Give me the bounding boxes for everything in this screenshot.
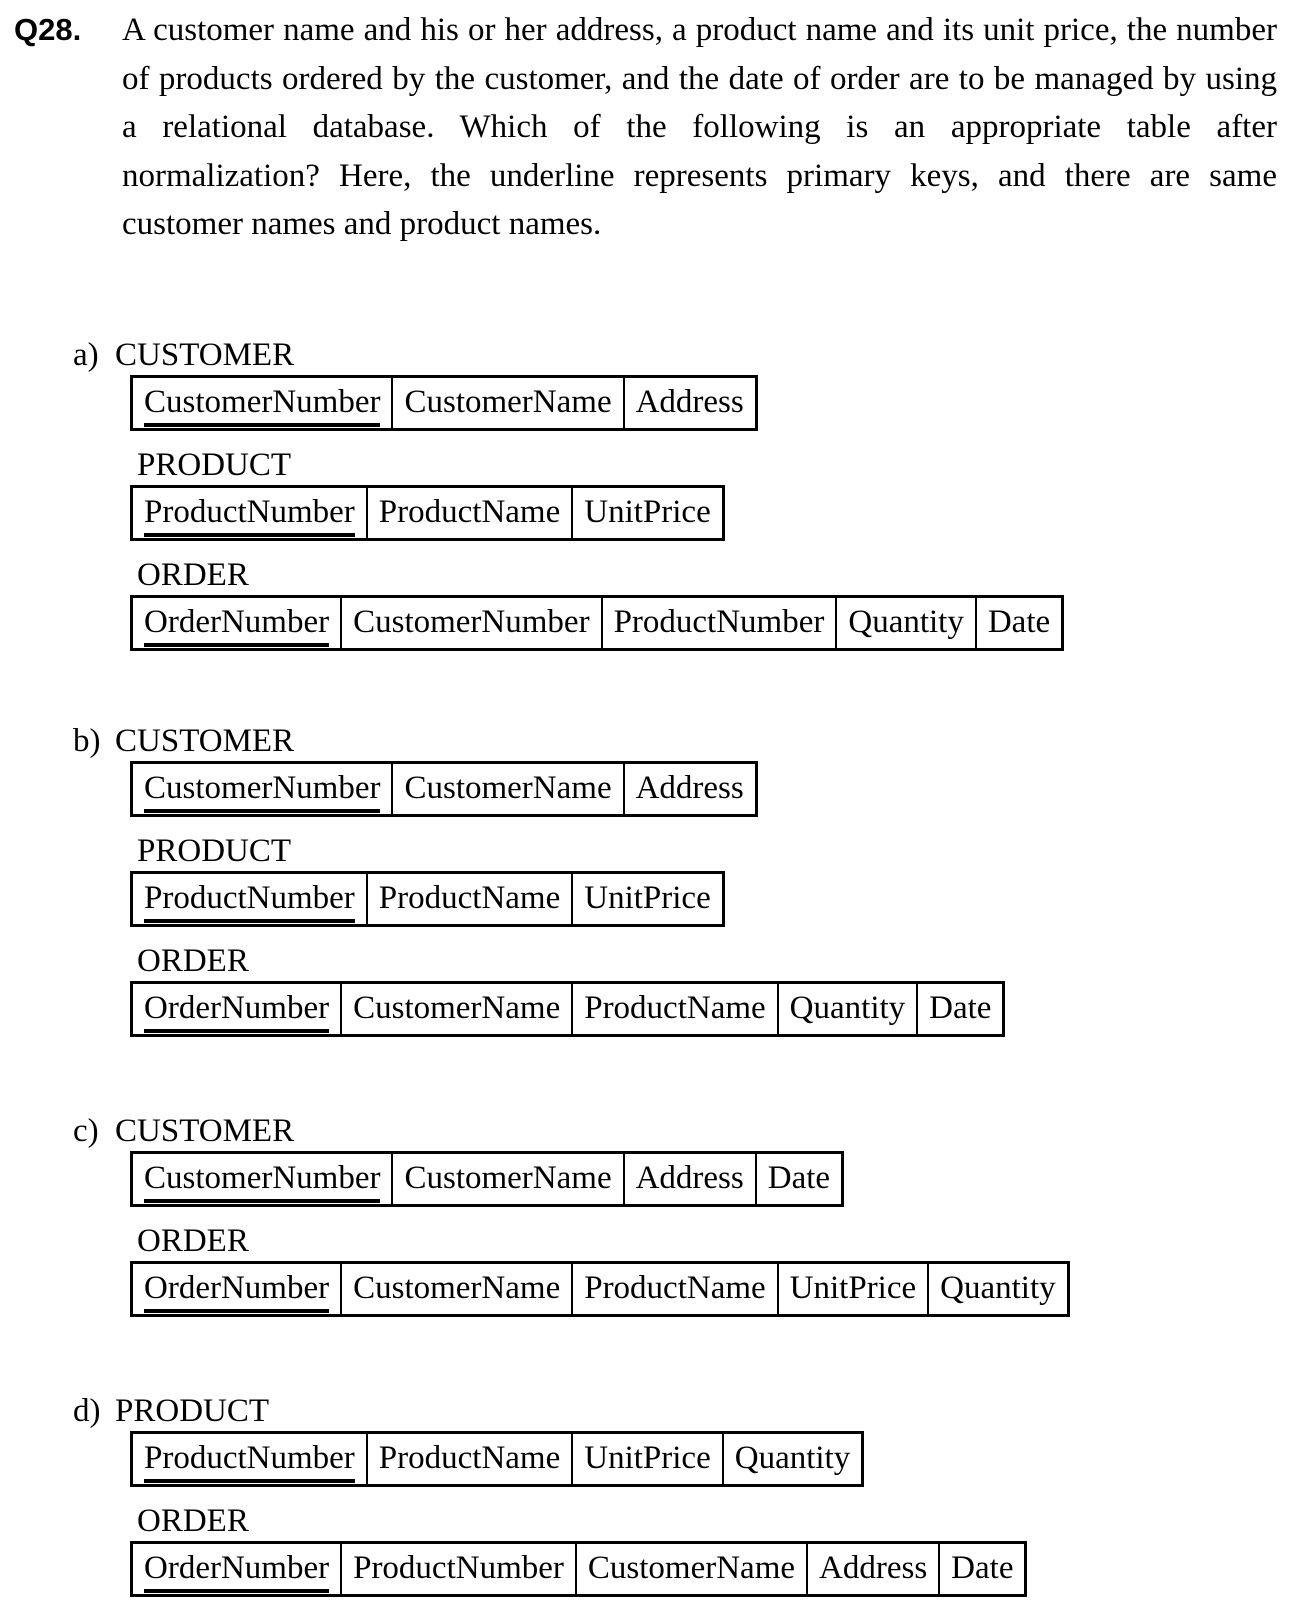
schema-table-customer: [130, 761, 758, 817]
primary-key-column: ProductNumber: [144, 494, 355, 537]
option-letter: c): [73, 1112, 99, 1149]
schema-table-order: [130, 1261, 1070, 1317]
table-name: ORDER: [137, 556, 249, 593]
column-cell: [132, 486, 367, 539]
table-row: [132, 376, 757, 429]
primary-key-column: ProductNumber: [144, 880, 355, 923]
column-cell: CustomerName: [341, 982, 572, 1035]
primary-key-column: ProductNumber: [144, 1440, 355, 1483]
option-a-heading: [73, 337, 1298, 373]
table-row: [132, 1542, 1026, 1595]
column-cell: [132, 872, 367, 925]
column-cell: UnitPrice: [778, 1262, 928, 1315]
column-cell: [132, 1432, 367, 1485]
table-name: CUSTOMER: [115, 722, 295, 759]
table-name: ORDER: [137, 1222, 249, 1259]
column-cell: Date: [939, 1542, 1026, 1595]
column-cell: ProductName: [572, 1262, 777, 1315]
table-name: ORDER: [137, 942, 249, 979]
column-cell: [132, 376, 393, 429]
question-text: [122, 6, 1277, 249]
table-row: [132, 872, 724, 925]
schema-table-product: [130, 1431, 864, 1487]
question-number: Q28.: [14, 12, 82, 47]
column-cell: Address: [624, 1152, 756, 1205]
column-cell: Quantity: [836, 596, 975, 649]
schema-table-order: [130, 595, 1064, 651]
column-cell: ProductName: [367, 486, 572, 539]
column-cell: Quantity: [723, 1432, 863, 1485]
table-row: [132, 762, 757, 815]
column-cell: [132, 1152, 393, 1205]
table-row: [132, 1262, 1069, 1315]
schema-table-product: [130, 871, 725, 927]
table-name: ORDER: [137, 1502, 249, 1539]
column-cell: ProductName: [367, 872, 572, 925]
schema-table-order: [130, 1541, 1027, 1597]
table-row: [132, 596, 1063, 649]
column-cell: Date: [917, 982, 1004, 1035]
table-row: [132, 1152, 843, 1205]
column-cell: UnitPrice: [572, 872, 723, 925]
question-line: a relational database. Which of the following is an appropriate table after: [122, 109, 1277, 145]
primary-key-column: CustomerNumber: [144, 1160, 380, 1203]
column-cell: ProductNumber: [341, 1542, 576, 1595]
primary-key-column: OrderNumber: [144, 604, 329, 647]
table-row: [132, 486, 724, 539]
column-cell: UnitPrice: [572, 486, 723, 539]
column-cell: [132, 1542, 342, 1595]
column-cell: [132, 762, 393, 815]
column-cell: ProductName: [367, 1432, 572, 1485]
column-cell: Date: [756, 1152, 843, 1205]
column-cell: [132, 1262, 342, 1315]
option-b: [73, 723, 1298, 1037]
table-name: PRODUCT: [115, 1392, 270, 1429]
schema-table-product: [130, 485, 725, 541]
table-row: [132, 982, 1004, 1035]
primary-key-column: OrderNumber: [144, 990, 329, 1033]
primary-key-column: CustomerNumber: [144, 384, 380, 427]
table-name: PRODUCT: [137, 446, 292, 483]
column-cell: CustomerName: [392, 762, 623, 815]
schema-table-order: [130, 981, 1005, 1037]
schema-table-customer: [130, 375, 758, 431]
column-cell: ProductName: [572, 982, 777, 1035]
column-cell: ProductNumber: [602, 596, 837, 649]
primary-key-column: CustomerNumber: [144, 770, 380, 813]
option-letter: b): [73, 722, 101, 759]
column-cell: CustomerName: [392, 1152, 623, 1205]
column-cell: Quantity: [778, 982, 917, 1035]
question-line: A customer name and his or her address, a product name and its unit price, the number: [122, 12, 1277, 48]
option-d-heading: [73, 1393, 1298, 1429]
column-cell: [132, 596, 342, 649]
table-name: PRODUCT: [137, 832, 292, 869]
column-cell: CustomerName: [341, 1262, 572, 1315]
table-name: CUSTOMER: [115, 1112, 295, 1149]
column-cell: Address: [624, 376, 757, 429]
column-cell: Address: [624, 762, 757, 815]
option-letter: d): [73, 1392, 101, 1429]
column-cell: CustomerName: [576, 1542, 807, 1595]
column-cell: UnitPrice: [572, 1432, 722, 1485]
option-c: [73, 1113, 1298, 1317]
question-block: [14, 6, 1277, 249]
option-letter: a): [73, 336, 99, 373]
column-cell: CustomerNumber: [341, 596, 601, 649]
question-line: customer names and product names.: [122, 206, 602, 242]
table-name: CUSTOMER: [115, 336, 295, 373]
option-c-heading: [73, 1113, 1298, 1149]
option-a: [73, 337, 1298, 651]
primary-key-column: OrderNumber: [144, 1550, 329, 1593]
column-cell: Quantity: [928, 1262, 1068, 1315]
table-row: [132, 1432, 863, 1485]
schema-table-customer: [130, 1151, 844, 1207]
question-line: of products ordered by the customer, and the date of order are to be managed by using: [122, 60, 1277, 97]
option-b-heading: [73, 723, 1298, 759]
column-cell: Address: [807, 1542, 939, 1595]
column-cell: [132, 982, 342, 1035]
primary-key-column: OrderNumber: [144, 1270, 329, 1313]
column-cell: Date: [976, 596, 1063, 649]
option-d: [73, 1393, 1298, 1597]
column-cell: CustomerName: [392, 376, 623, 429]
question-line: normalization? Here, the underline represents primary keys, and there are same: [122, 157, 1277, 194]
